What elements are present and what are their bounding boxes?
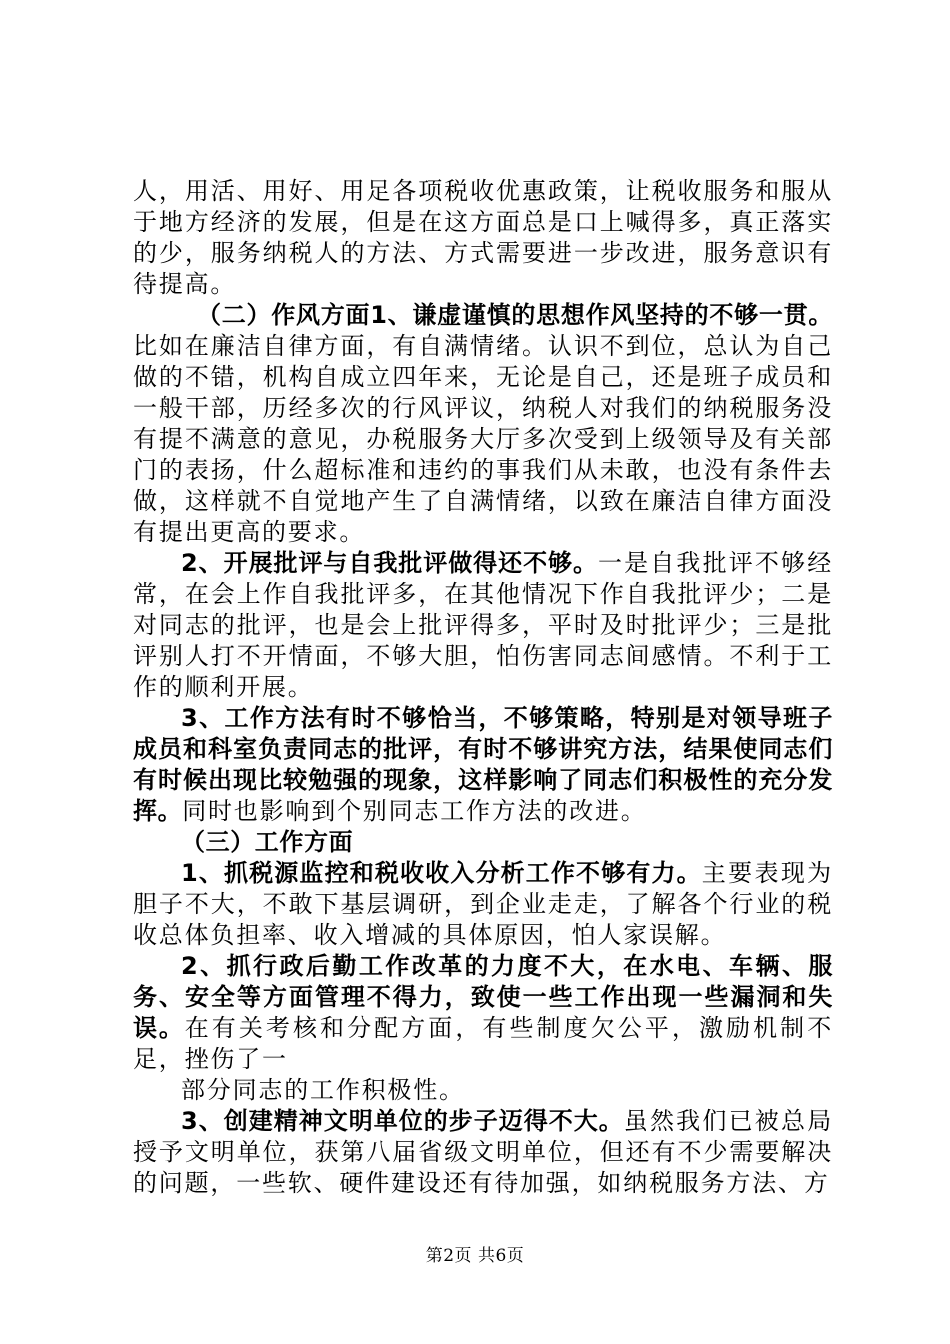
paragraph-text: 主要表现为胆子不大，不敢下基层调研，到企业走走，了解各个行业的税收总体负担率、收入增减的具体原因，怕人家误解。 [133,859,833,949]
paragraph-tax-monitoring [133,858,833,951]
section-heading-style: （二）作风方面1、谦虚谨慎的思想作风坚持的不够一贯。 [197,301,833,329]
paragraph-civilization [133,1106,833,1199]
page-number-footer: 第2页 共6页 [425,1246,525,1266]
document-body [133,176,833,1199]
paragraph-style-section [133,300,833,548]
paragraph-text: 虽然我们已被总局授予文明单位，获第八届省级文明单位，但还有不少需要解决的问题，一些软、硬件建设还有待加强，如纳税服务方法、方 [133,1107,833,1197]
point-heading: 1、抓税源监控和税收收入分析工作不够有力。 [181,859,702,887]
point-heading: 3、创建精神文明单位的步子迈得不大。 [181,1107,624,1135]
paragraph-logistics [133,951,833,1075]
point-heading: 2、抓行政后勤工作改革的力度不大，在水电、车辆、服务、安全等方面管理不得力，致使一些工作出现一些漏洞和失误。 [133,952,833,1042]
paragraph-continuation [133,176,833,300]
paragraph-text: 同时也影响到个别同志工作方法的改进。 [182,797,647,825]
paragraph-text: 一是自我批评不够经常，在会上作自我批评多，在其他情况下作自我批评少；二是对同志的批评，也是会上批评得多，平时及时批评少；三是批评别人打不开情面，不够大胆，怕伤害同志间感情。不利于工作的顺利开展。 [133,549,833,701]
paragraph-continuation-2 [133,1075,833,1106]
point-heading: 3、工作方法有时不够恰当，不够策略，特别是对领导班子成员和科室负责同志的批评，有时不够讲究方法，结果使同志们有时候出现比较勉强的现象，这样影响了同志们积极性的充分发挥。 [133,704,833,825]
paragraph-work-section [133,827,833,858]
paragraph-text: 在有关考核和分配方面，有些制度欠公平，激励机制不足，挫伤了一 [133,1014,833,1073]
paragraph-text: 人，用活、用好、用足各项税收优惠政策，让税收服务和服从于地方经济的发展，但是在这方面总是口上喊得多，真正落实的少，服务纳税人的方法、方式需要进一步改进，服务意识有待提高。 [133,177,833,298]
paragraph-text: 部分同志的工作积极性。 [181,1076,465,1104]
point-heading: 2、开展批评与自我批评做得还不够。 [181,549,598,577]
paragraph-work-method [133,703,833,827]
paragraph-criticism [133,548,833,703]
section-heading-work: （三）工作方面 [181,828,354,856]
paragraph-text: 比如在廉洁自律方面，有自满情绪。认识不到位，总认为自己做的不错，机构自成立四年来，无论是自己，还是班子成员和一般干部，历经多次的行风评议，纳税人对我们的纳税服务没有提不满意的意见，办税服务大厅多次受到上级领导及有关部门的表扬，什么超标准和违约的事我们从未敢，也没有条件去做，这样就不自觉地产生了自满情绪，以致在廉洁自律方面没有提出更高的要求。 [133,332,833,546]
